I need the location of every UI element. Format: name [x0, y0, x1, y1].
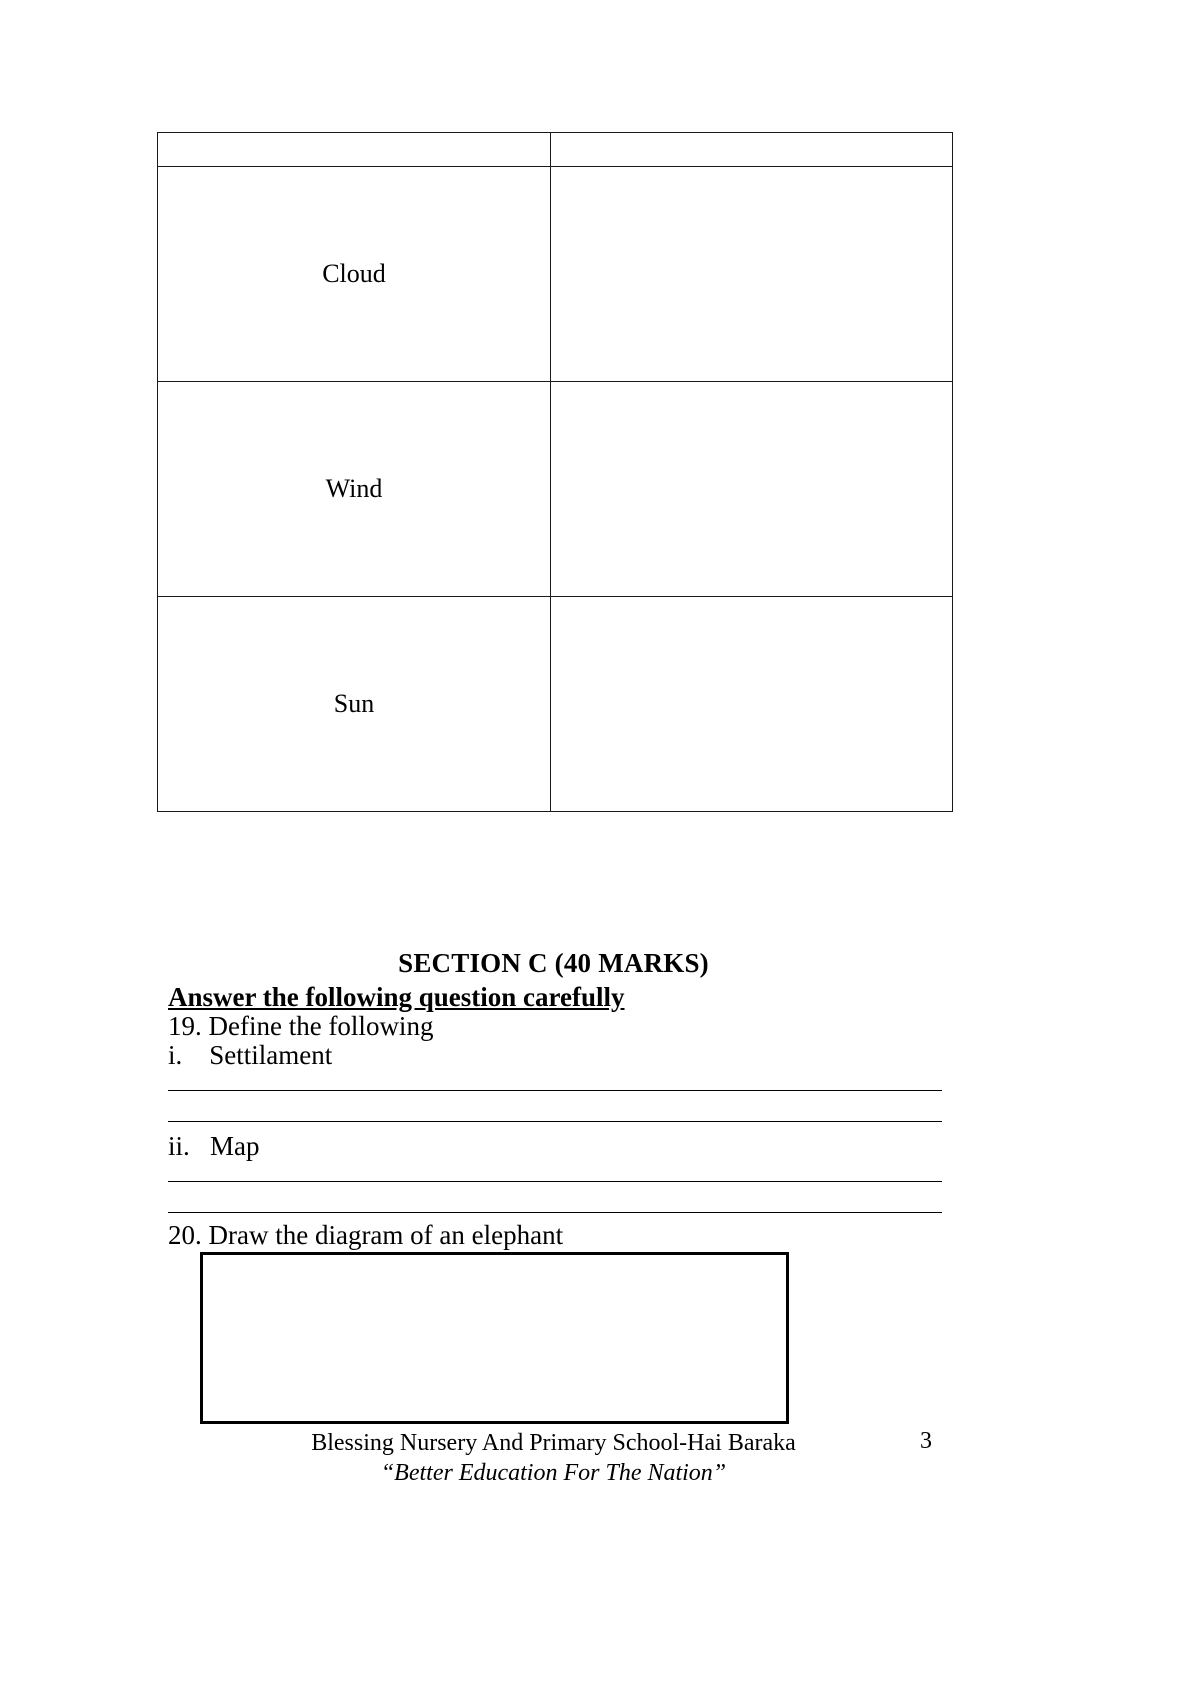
drawing-answer-box[interactable]: [200, 1252, 789, 1424]
question-19-item-i: i. Settilament: [168, 1040, 333, 1070]
section-instruction: Answer the following question carefully: [168, 982, 625, 1012]
answer-line[interactable]: [168, 1121, 942, 1122]
page-number: 3: [920, 1428, 932, 1454]
table-cell-answer-cloud[interactable]: [551, 167, 953, 382]
table-row: [158, 382, 953, 597]
footer-motto: “Better Education For The Nation”: [380, 1460, 727, 1486]
table-row: [158, 167, 953, 382]
table-header-row: [158, 133, 953, 167]
question-19-text: 19. Define the following: [168, 1011, 434, 1041]
table-row: [158, 597, 953, 812]
footer-school-name: Blessing Nursery And Primary School-Hai Baraka: [311, 1430, 796, 1456]
table-cell-term-sun: Sun: [158, 597, 551, 812]
answer-line[interactable]: [168, 1090, 942, 1091]
table-cell-answer-wind[interactable]: [551, 382, 953, 597]
table-cell-answer-sun[interactable]: [551, 597, 953, 812]
answer-line[interactable]: [168, 1181, 942, 1182]
table-header-cell-right: [551, 133, 953, 167]
answer-line[interactable]: [168, 1212, 942, 1213]
section-heading: SECTION C (40 MARKS): [398, 948, 709, 978]
table-cell-term-cloud: Cloud: [158, 167, 551, 382]
question-20-text: 20. Draw the diagram of an elephant: [168, 1220, 564, 1250]
page-footer: [157, 1428, 950, 1488]
table-header-cell-left: [158, 133, 551, 167]
table-cell-term-wind: Wind: [158, 382, 551, 597]
matching-table: [157, 132, 953, 812]
question-19-item-ii: ii. Map: [168, 1131, 260, 1161]
